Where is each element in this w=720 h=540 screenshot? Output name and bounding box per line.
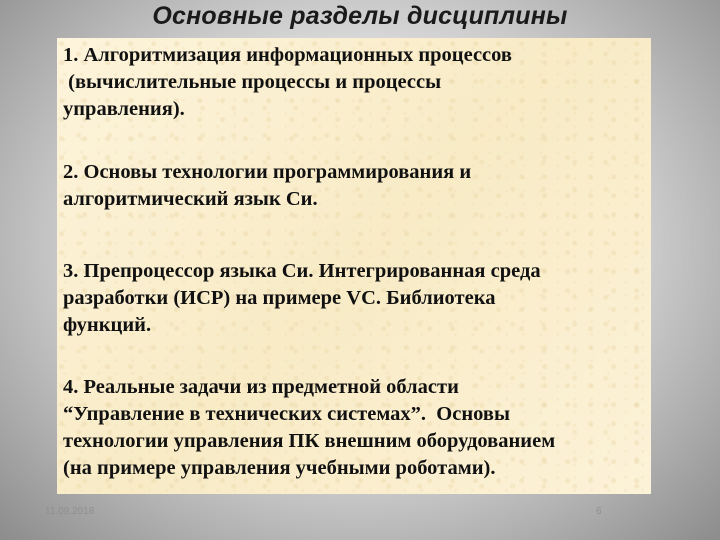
section-1-line-3: управления).: [63, 98, 185, 120]
section-2-line-2: алгоритмический язык Си.: [63, 188, 318, 210]
content-panel: [57, 38, 651, 494]
section-4-line-3: технологии управления ПК внешним оборудованием: [63, 430, 556, 452]
section-2-line-1: 2. Основы технологии программирования и: [63, 161, 472, 183]
section-item-3: [63, 258, 651, 339]
section-4-line-4: (на примере управления учебными роботами).: [63, 457, 496, 479]
section-4-line-1: 4. Реальные задачи из предметной области: [63, 376, 459, 398]
section-item-2: [63, 159, 651, 213]
section-4-line-2: “Управление в технических системах”. Основы: [63, 403, 510, 425]
section-item-1: [63, 42, 651, 123]
section-3-line-1: 3. Препроцессор языка Си. Интегрированная среда: [63, 260, 541, 282]
section-1-line-1: 1. Алгоритмизация информационных процессов: [63, 44, 512, 66]
footer-date: 11.09.2018: [45, 506, 95, 517]
footer-page-number: 6: [596, 506, 602, 517]
section-3-line-2: разработки (ИСР) на примере VC. Библиотека: [63, 287, 496, 309]
section-3-line-3: функций.: [63, 314, 152, 336]
section-1-line-2: (вычислительные процессы и процессы: [63, 71, 442, 93]
section-item-4: [63, 374, 651, 482]
slide-title: Основные разделы дисциплины: [152, 2, 568, 30]
